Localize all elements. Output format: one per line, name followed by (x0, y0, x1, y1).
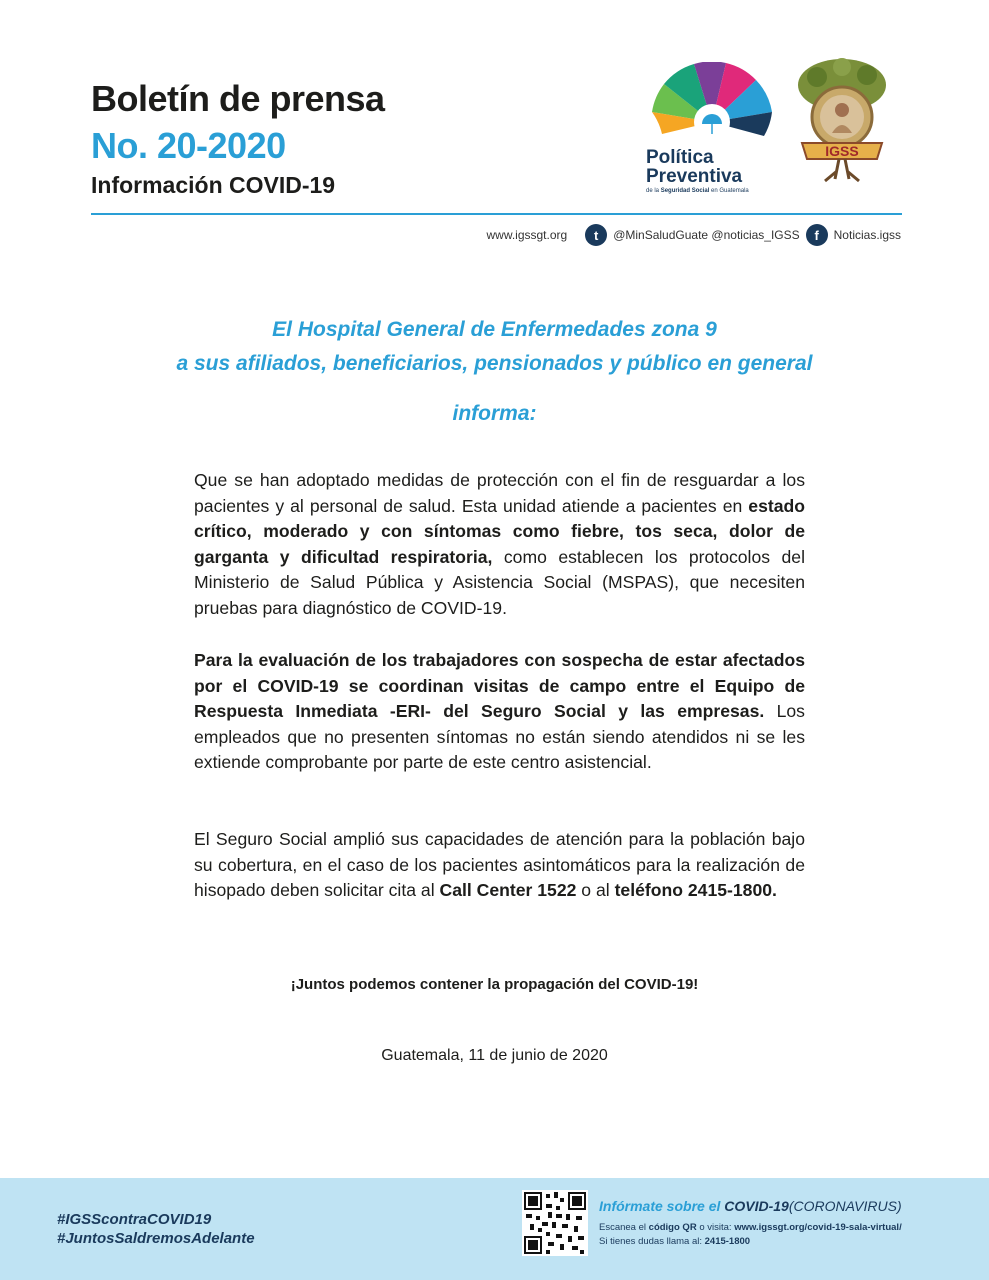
hashtag-igss-contra-covid[interactable]: #IGSScontraCOVID19 (57, 1211, 212, 1228)
date-line: Guatemala, 11 de junio de 2020 (381, 1047, 608, 1064)
headline-informa: informa: (452, 402, 537, 425)
igss-emblem-logo (787, 55, 897, 185)
politica-preventiva-logo (642, 62, 782, 194)
footer-phone-line: Si tienes dudas llama al: 2415-1800 (599, 1236, 751, 1247)
politica-word: Política (646, 147, 714, 168)
facebook-page[interactable]: Noticias.igss (833, 228, 901, 242)
footer-info-title: Infórmate sobre el COVID-19(CORONAVIRUS) (599, 1198, 902, 1214)
bulletin-number: No. 20-2020 (91, 125, 286, 166)
headline-line-2: a sus afiliados, beneficiarios, pensionados y público en general (176, 352, 813, 375)
twitter-icon: t (585, 224, 607, 246)
paragraph-call-center: El Seguro Social amplió sus capacidades de atención para la población bajo su cobertura, en el caso de los pacientes asintomáticos para la realización de hisopado deben solicitar cita al Call Center 1522 o al teléfono 2415-1800. (194, 829, 805, 900)
paragraph-worker-evaluation: Para la evaluación de los trabajadores con sospecha de estar afectados por el COVID-19 se coordinan visitas de campo entre el Equipo de Respuesta Inmediata -ERI- del Seguro Social y las empresas. Los empleados que no presenten síntomas no están siendo atendidos ni se les extiende comprobante por parte de este centro asistencial. (194, 650, 805, 772)
bulletin-subtitle: Información COVID-19 (91, 172, 336, 198)
igss-emblem-label: IGSS (825, 143, 859, 159)
facebook-icon: f (806, 224, 828, 246)
website-link[interactable]: www.igssgt.org (486, 228, 568, 242)
covid-site-link[interactable]: www.igssgt.org/covid-19-sala-virtual/ (734, 1222, 902, 1233)
headline-line-1: El Hospital General de Enfermedades zona 9 (272, 318, 717, 341)
footer-qr-instructions: Escanea el código QR o visita: www.igssgt.org/covid-19-sala-virtual/ (599, 1222, 902, 1233)
preventiva-word: Preventiva (646, 166, 743, 187)
twitter-handles[interactable]: @MinSaludGuate @noticias_IGSS (613, 228, 800, 242)
social-links (486, 224, 901, 246)
header-divider (91, 213, 902, 215)
slogan: ¡Juntos podemos contener la propagación del COVID-19! (290, 976, 699, 993)
paragraph-protection-measures: Que se han adoptado medidas de protección con el fin de resguardar a los pacientes y al personal de salud. Esta unidad atiende a pacientes en estado crítico, moderado y con síntomas como fiebre, tos seca, dolor de garganta y dificultad respiratoria, como establecen los protocolos del Ministerio de Salud Pública y Asistencia Social (MSPAS), que necesiten pruebas para diagnóstico de COVID-19. (194, 470, 805, 618)
politica-tagline: de la Seguridad Social en Guatemala (646, 188, 749, 194)
hashtag-juntos-saldremos[interactable]: #JuntosSaldremosAdelante (57, 1230, 255, 1247)
page-title: Boletín de prensa (91, 78, 385, 119)
qr-code[interactable] (522, 1190, 588, 1256)
